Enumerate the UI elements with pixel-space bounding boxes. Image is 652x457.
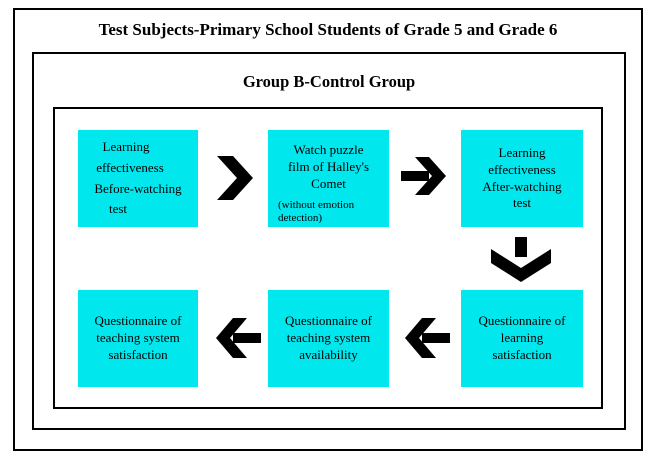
step-note-line: (without emotion	[278, 198, 355, 211]
arrow-left-icon	[215, 316, 261, 360]
group-title: Group B-Control Group	[242, 72, 416, 91]
step-watch-film	[268, 130, 389, 227]
step-line: teaching system	[286, 330, 371, 346]
step-learning-satisfaction	[461, 290, 583, 387]
step-line: Learning	[498, 144, 546, 160]
step-system-availability	[268, 290, 389, 387]
step-line: After-watching	[482, 178, 562, 194]
step-line: availability	[299, 346, 358, 362]
step-line: Watch puzzle	[293, 142, 364, 157]
step-line: Questionnaire of	[478, 313, 566, 329]
step-line: film of Halley's	[287, 158, 370, 174]
step-line: test	[108, 201, 128, 217]
step-line: satisfaction	[492, 346, 552, 362]
step-system-satisfaction	[78, 290, 198, 387]
arrow-right-icon	[213, 154, 255, 202]
arrow-down-icon	[490, 237, 552, 283]
step-line: Learning	[102, 138, 150, 154]
step-line: learning	[500, 330, 544, 346]
step-line: effectiveness	[96, 159, 164, 175]
step-note-line: detection)	[278, 212, 322, 225]
step-line: effectiveness	[488, 161, 556, 177]
step-line: Questionnaire of	[94, 313, 182, 329]
step-line: teaching system	[96, 330, 180, 346]
step-before-watching-test	[78, 130, 198, 227]
step-line: Before-watching	[94, 180, 182, 196]
step-line: test	[512, 195, 532, 211]
step-line: Questionnaire of	[284, 313, 372, 329]
step-note	[268, 199, 389, 227]
step-line: Comet	[311, 175, 346, 191]
diagram-title: Test Subjects-Primary School Students of Grade 5 and Grade 6	[98, 20, 558, 39]
step-line: satisfaction	[108, 346, 168, 362]
step-after-watching-test	[461, 130, 583, 227]
arrow-right-icon	[401, 155, 447, 197]
arrow-left-icon	[404, 316, 450, 360]
